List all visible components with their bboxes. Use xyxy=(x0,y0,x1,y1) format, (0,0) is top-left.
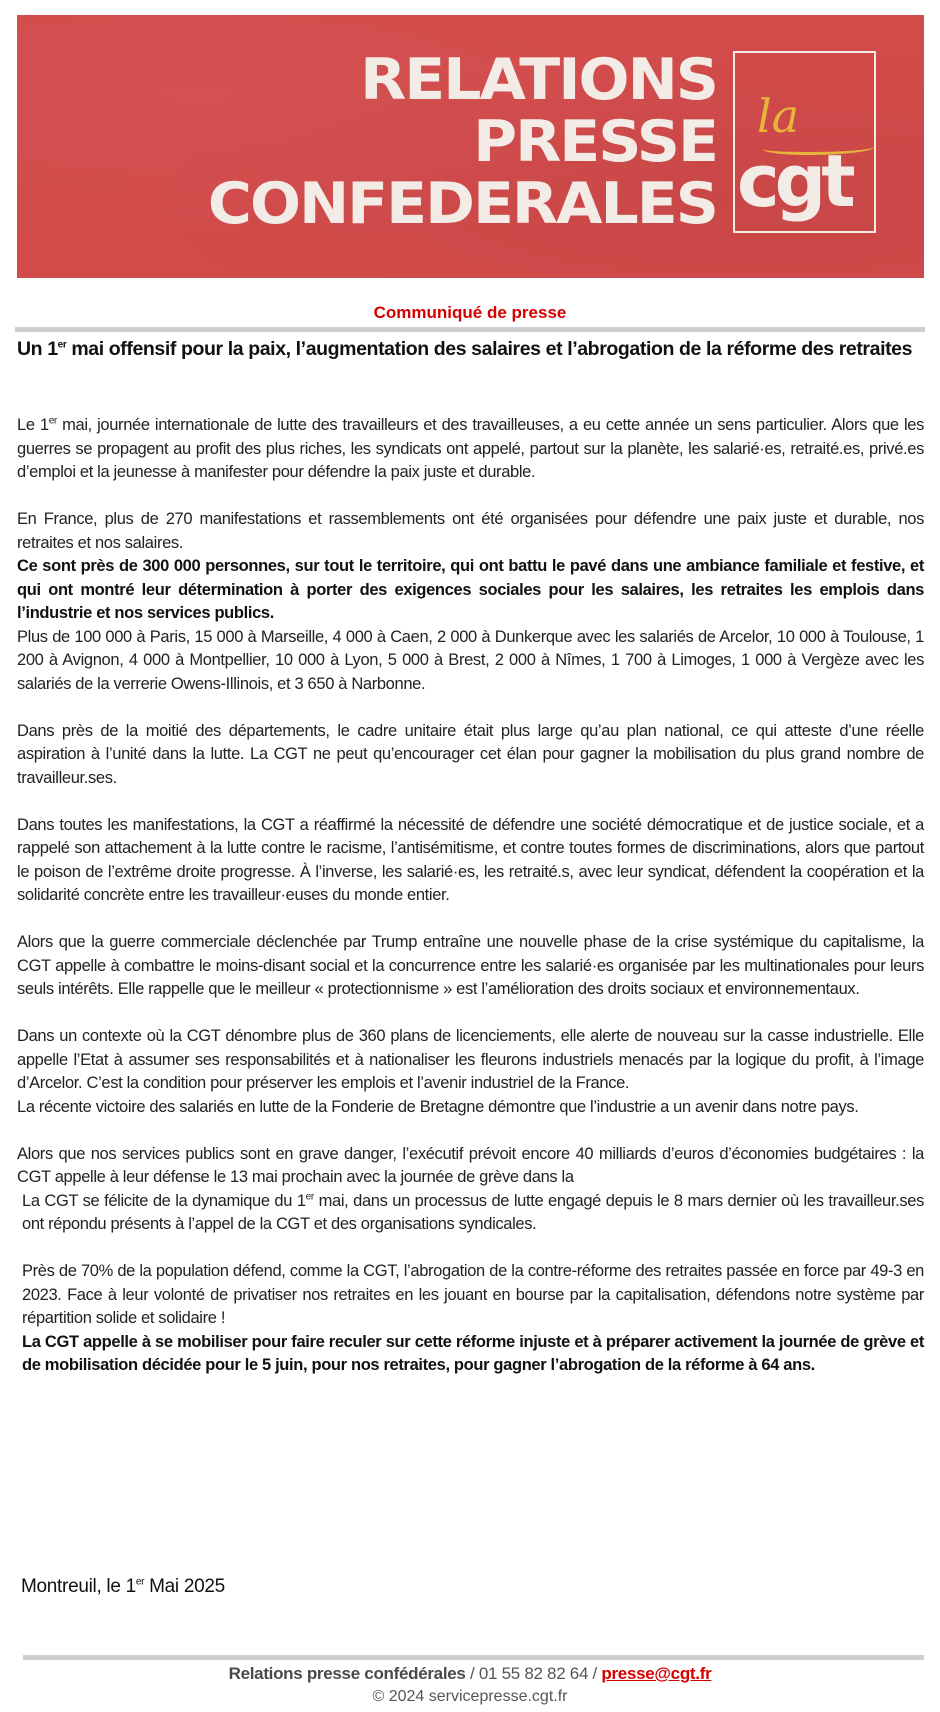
headline-text-end: mai offensif pour la paix, l’augmentation des salaires et l’abrogation de la réforme des retraites xyxy=(66,338,913,360)
paragraph-mobilisation: En France, plus de 270 manifestations et rassemblements ont été organisées pour défendre une paix juste et durable, nos retraites et nos salaires. xyxy=(17,510,924,552)
cgt-logo-wordmark: cgt xyxy=(737,139,851,223)
paragraph-dynamic-ordinal: er xyxy=(305,1191,314,1202)
banner-title-line-3: CONFEDERALES xyxy=(207,170,717,238)
paragraph-unity: Dans près de la moitié des départements, le cadre unitaire était plus large qu’au plan national, ce qui atteste d’une réelle aspiration à l’unité dans la lutte. La CGT ne peut qu’encourager cet élan pour gagner la mobilisation du plus grand nombre de travailleur.ses. xyxy=(17,721,924,787)
document-type-label: Communiqué de presse xyxy=(373,303,567,322)
signature-start: Montreuil, le 1 xyxy=(21,1576,136,1597)
footer-email-link[interactable]: presse@cgt.fr xyxy=(601,1664,712,1683)
paragraph-intro-end: mai, journée internationale de lutte des travailleurs et des travailleuses, a eu cette année un sens particulier. Alors que les guerres se propagent au profit des plus riches, les syndicats ont appelé, partout sur la planète, les salarié·es, retraité.es, privé.es d’emploi et la jeunesse à manifester pour défendre la paix juste et durable. xyxy=(17,416,924,481)
paragraph-participants-bold: Ce sont près de 300 000 personnes, sur tout le territoire, qui ont battu le pavé dans une ambiance familiale et festive, et qui ont montré leur détermination à porter des exigences sociales pour les salaires, les retraites les emplois dans l’industrie et nos services publics. xyxy=(17,557,924,622)
cgt-logo-script: la xyxy=(757,89,800,143)
footer-separator: / xyxy=(465,1664,479,1683)
banner-title-line-2: PRESSE xyxy=(473,108,717,176)
paragraph-intro-ordinal: er xyxy=(48,415,57,427)
paragraph-intro xyxy=(17,414,924,485)
paragraph-layoffs: Dans un contexte où la CGT dénombre plus de 360 plans de licenciements, elle alerte de nouveau sur la casse industrielle. Elle appelle l’Etat à assumer ses responsabilités et à nationaliser les fleurons industriels menacés par la logique du profit, à l’image d’Arcelor. C’est la condition pour préserver les emplois et l’avenir industriel de la France. xyxy=(17,1027,924,1092)
paragraph-dynamic xyxy=(17,1190,924,1237)
footer-copyright: © 2024 servicepresse.cgt.fr xyxy=(372,1688,568,1705)
paragraph-intro-start: Le 1 xyxy=(17,416,49,434)
paragraph-pensions: Près de 70% de la population défend, comme la CGT, l’abrogation de la contre-réforme des retraites passée en force par 49-3 en 2023. Face à leur volonté de privatiser nos retraites en les jouant en bourse par la capitalisation, défendons notre système par répartition solide et solidaire ! xyxy=(22,1262,924,1327)
press-release-body xyxy=(17,414,924,1401)
footer-separator: / xyxy=(588,1664,602,1683)
paragraph-public-services: Alors que nos services publics sont en grave danger, l’exécutif prévoit encore 40 milliards d’euros d’économies budgétaires : la CGT appelle à leur défense le 13 mai prochain avec la journée de grève dans la xyxy=(17,1144,924,1186)
paragraph-dynamic-end: mai, dans un processus de lutte engagé depuis le 8 mars dernier où les travailleur.ses ont répondu présents à l’appel de la CGT et des organisations syndicales. xyxy=(22,1191,924,1233)
banner-title-line-1: RELATIONS xyxy=(360,46,717,114)
paragraph-call-to-action: La CGT appelle à se mobiliser pour faire reculer sur cette réforme injuste et à préparer activement la journée de grève et de mobilisation décidée pour le 5 juin, pour nos retraites, pour gagner l’abrogation de la réforme à 64 ans. xyxy=(22,1332,924,1374)
signature-ordinal: er xyxy=(135,1576,145,1588)
headline-ordinal: er xyxy=(57,339,67,351)
paragraph-fonderie: La récente victoire des salariés en lutte de la Fonderie de Bretagne démontre que l’industrie a un avenir dans notre pays. xyxy=(17,1097,859,1116)
paragraph-dynamic-start: La CGT se félicite de la dynamique du 1 xyxy=(22,1191,306,1210)
footer-divider xyxy=(23,1655,924,1660)
paragraph-city-figures: Plus de 100 000 à Paris, 15 000 à Marseille, 4 000 à Caen, 2 000 à Dunkerque avec les salariés de Arcelor, 10 000 à Toulouse, 1 200 à Avignon, 4 000 à Montpellier, 10 000 à Lyon, 5 000 à Brest, 2 000 à Nîmes, 1 700 à Limoges, 1 000 à Vergèze avec les salariés de la verrerie Owens-Illinois, et 3 650 à Narbonne. xyxy=(17,627,924,693)
cgt-logo xyxy=(733,51,876,233)
headline-text-start: Un 1 xyxy=(17,338,58,360)
top-divider xyxy=(15,327,925,332)
footer-contact xyxy=(0,1664,940,1684)
footer-phone[interactable]: 01 55 82 82 64 xyxy=(478,1664,589,1683)
paragraph-democracy: Dans toutes les manifestations, la CGT a réaffirmé la nécessité de défendre une société démocratique et de justice sociale, et a rappelé son attachement à la lutte contre le racisme, l’antisémitisme, et contre toutes formes de discriminations, alors que partout le poison de l’extrême droite progresse. À l’inverse, les salarié·es, les retraité.s, avec leur syndicat, défendent la coopération et la solidarité concrète entre les travailleur·euses du monde entier. xyxy=(17,815,924,904)
place-and-date xyxy=(21,1576,225,1598)
header-banner xyxy=(17,15,924,278)
signature-end: Mai 2025 xyxy=(144,1576,225,1597)
banner-title xyxy=(207,46,717,238)
press-release-headline xyxy=(17,336,927,362)
paragraph-trade-war: Alors que la guerre commerciale déclenchée par Trump entraîne une nouvelle phase de la crise systémique du capitalisme, la CGT appelle à combattre le moins-disant social et la concurrence entre les salarié·es organisée par les multinationales pour leurs seuls intérêts. Elle rappelle que le meilleur « protectionnisme » est l’amélioration des droits sociaux et environnementaux. xyxy=(17,933,924,998)
footer-org: Relations presse confédérales xyxy=(228,1664,466,1683)
